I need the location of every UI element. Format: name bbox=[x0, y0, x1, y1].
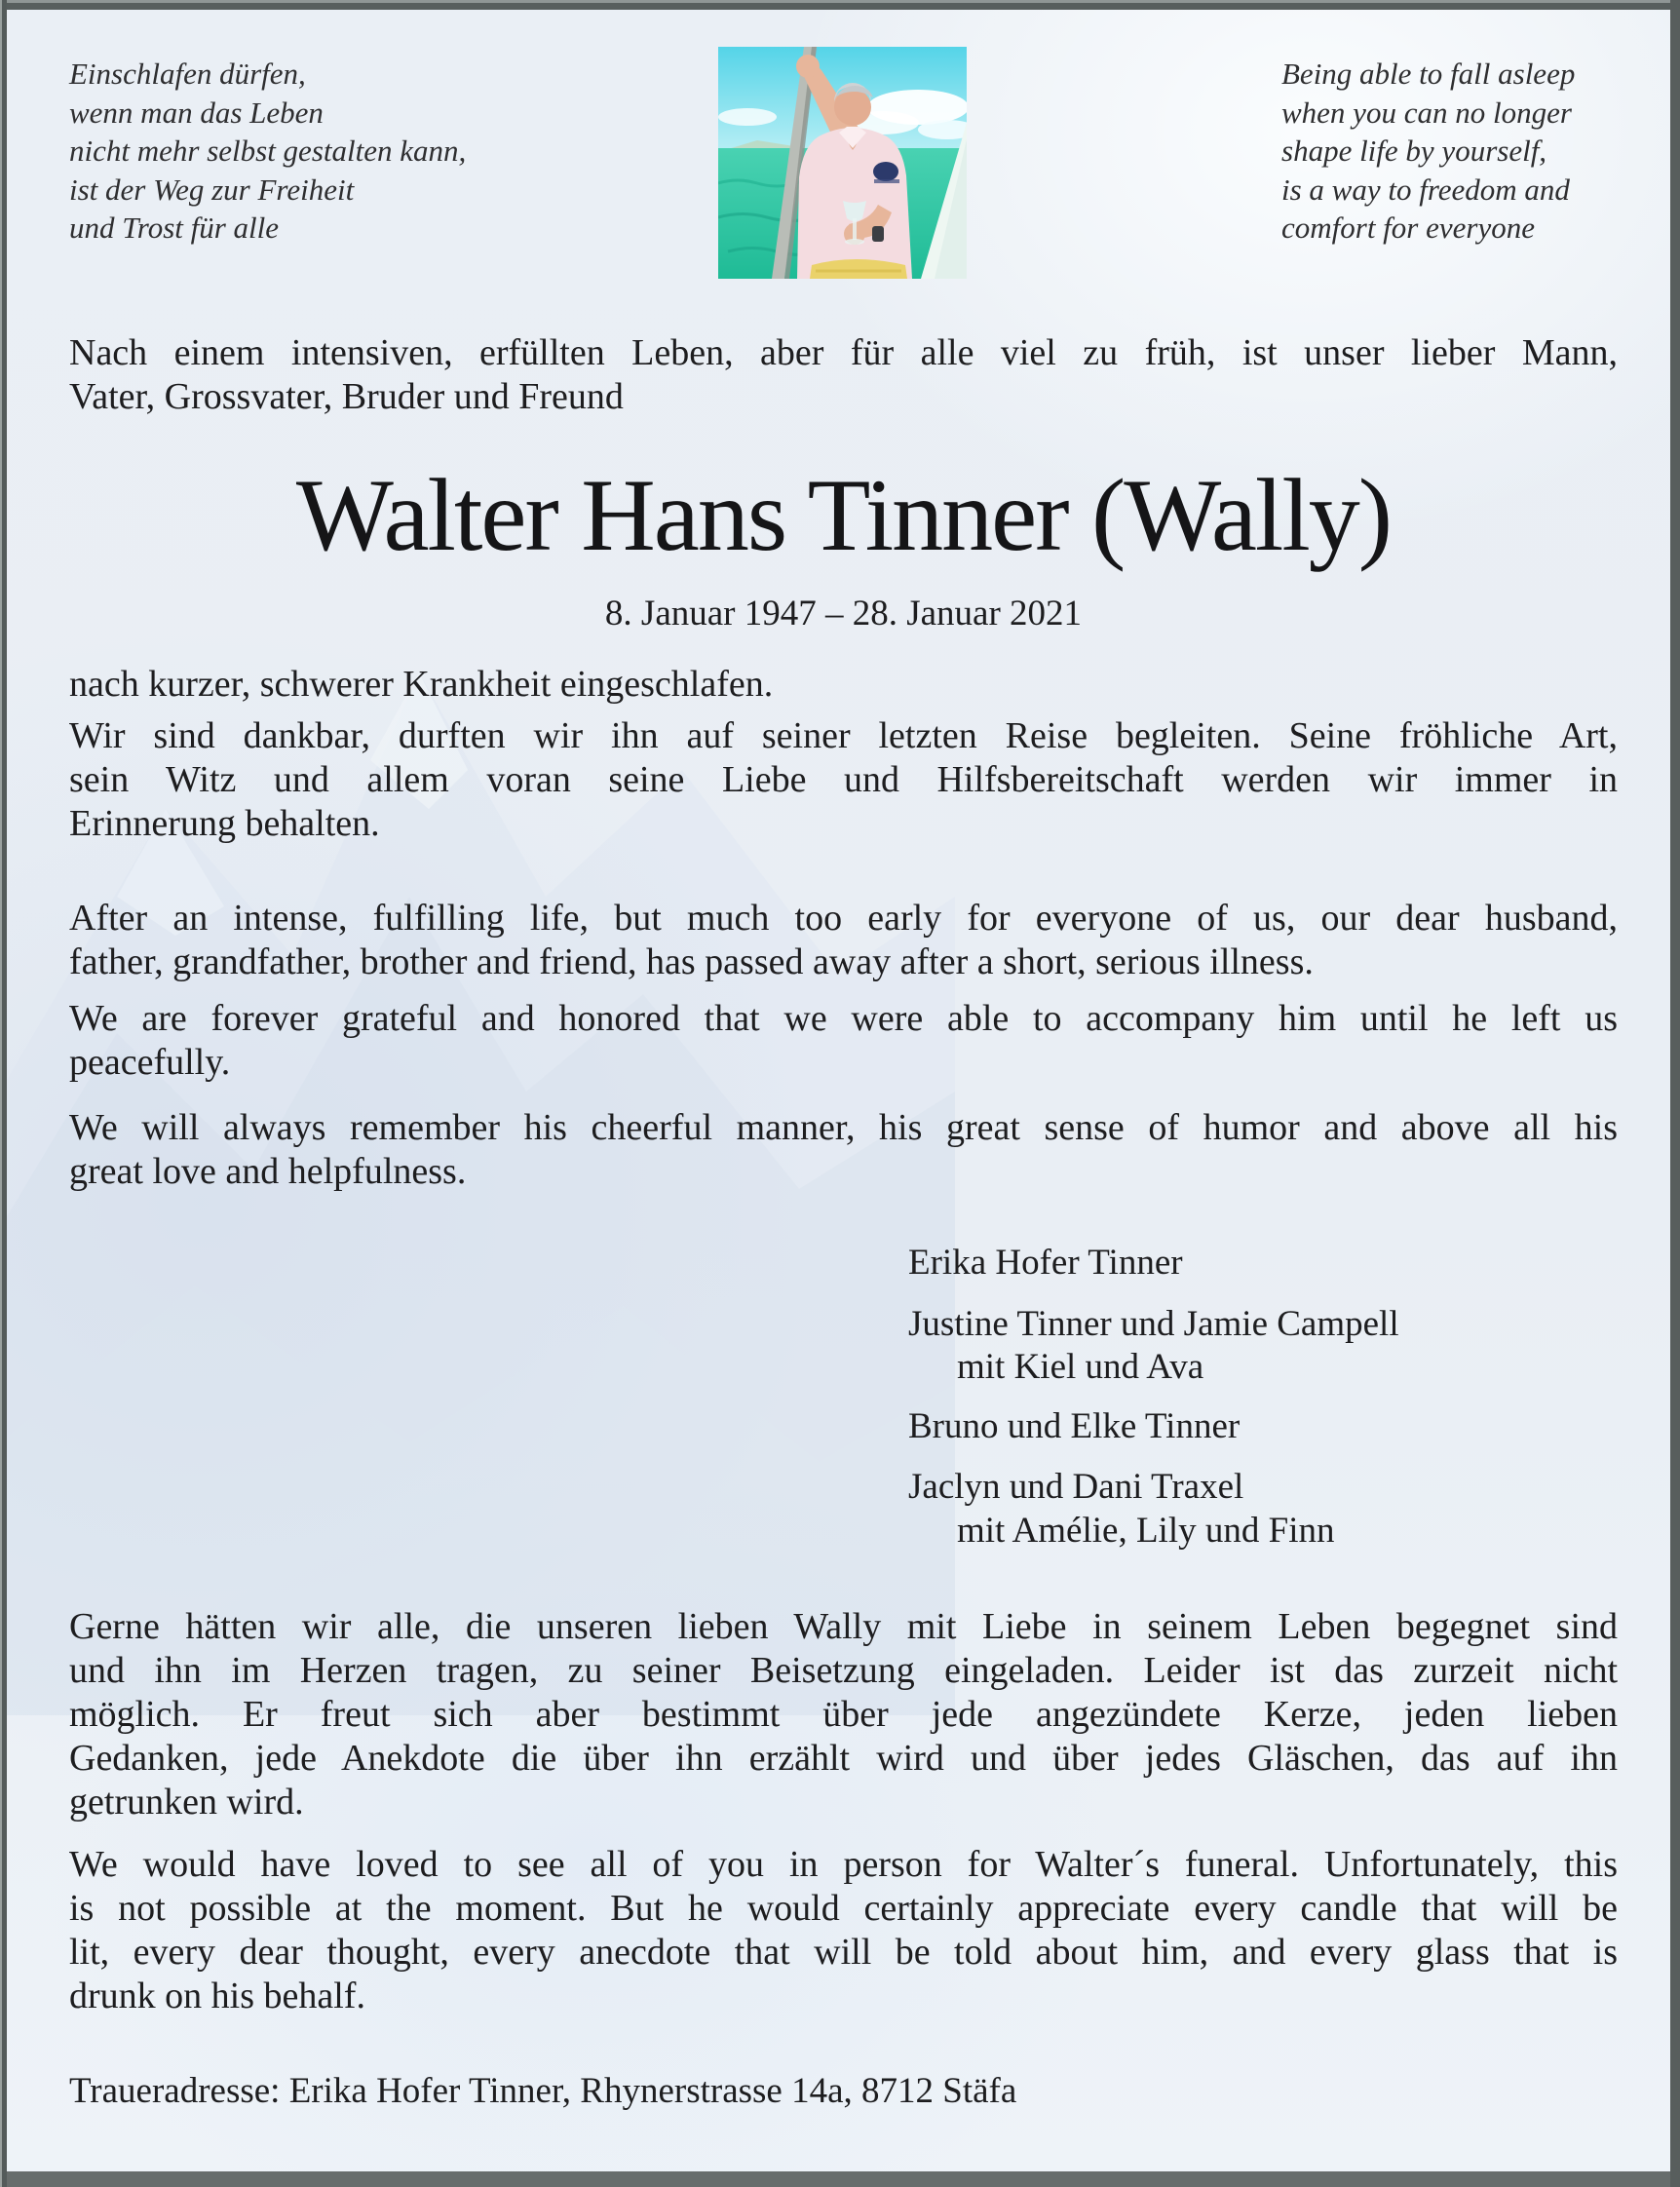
text-line: Erinnerung behalten. bbox=[69, 803, 380, 844]
text-line: Einschlafen dürfen, bbox=[69, 57, 306, 91]
text-line: Gedanken, jede Anekdote die über ihn erzählt wird und über jedes Gläschen, das auf ihn bbox=[69, 1738, 1618, 1779]
text-line: We will always remember his cheerful manner, his great sense of humor and above all his bbox=[69, 1107, 1618, 1148]
family-name-erika: Erika Hofer Tinner bbox=[908, 1243, 1183, 1283]
text-line: ist der Weg zur Freiheit bbox=[69, 172, 355, 207]
portrait-photo bbox=[718, 47, 967, 279]
text-line: Gerne hätten wir alle, die unseren lieben Wally mit Liebe in seinem Leben begegnet sind bbox=[69, 1606, 1618, 1647]
text-line: nicht mehr selbst gestalten kann, bbox=[69, 134, 467, 168]
text-line: getrunken wird. bbox=[69, 1782, 304, 1822]
text-line: is not possible at the moment. But he would certainly appreciate every candle that will be bbox=[69, 1888, 1618, 1929]
scan-edge-left bbox=[0, 0, 7, 2187]
mourning-address: Traueradresse: Erika Hofer Tinner, Rhynerstrasse 14a, 8712 Stäfa bbox=[69, 2071, 1017, 2111]
text-line: lit, every dear thought, every anecdote that will be told about him, and every glass that is bbox=[69, 1932, 1618, 1973]
text-line: peacefully. bbox=[69, 1042, 231, 1083]
text-line: We are forever grateful and honored that we were able to accompany him until he left us bbox=[69, 998, 1618, 1039]
family-name-jaclyn: Jaclyn und Dani Traxel bbox=[908, 1467, 1244, 1507]
text-line: We would have loved to see all of you in person for Walter´s funeral. Unfortunately, this bbox=[69, 1844, 1618, 1885]
scan-edge-right bbox=[1670, 0, 1680, 2187]
text-line: nach kurzer, schwerer Krankheit eingeschlafen. bbox=[69, 664, 774, 705]
paragraph-german-2 bbox=[69, 714, 1618, 846]
text-line: und ihn im Herzen tragen, zu seiner Beisetzung eingeladen. Leider ist das zurzeit nicht bbox=[69, 1650, 1618, 1691]
text-line: After an intense, fulfilling life, but much too early for everyone of us, our dear husband, bbox=[69, 898, 1618, 939]
paragraph-german-1 bbox=[69, 663, 1618, 707]
paragraph-english-3 bbox=[69, 1106, 1618, 1194]
text-line: Wir sind dankbar, durften wir ihn auf seiner letzten Reise begleiten. Seine fröhliche Art, bbox=[69, 715, 1618, 756]
family-name-justine: Justine Tinner und Jamie Campell bbox=[908, 1304, 1399, 1344]
text-line: und Trost für alle bbox=[69, 211, 280, 245]
scan-edge-top bbox=[0, 0, 1680, 10]
text-line: great love and helpfulness. bbox=[69, 1151, 467, 1192]
family-name-justine-children: mit Kiel und Ava bbox=[957, 1347, 1204, 1387]
intro-paragraph bbox=[69, 331, 1618, 419]
text-line: when you can no longer bbox=[1281, 95, 1572, 130]
family-name-bruno: Bruno und Elke Tinner bbox=[908, 1406, 1241, 1446]
text-line: is a way to freedom and bbox=[1281, 172, 1570, 207]
closing-paragraph-english bbox=[69, 1843, 1618, 2018]
text-line: comfort for everyone bbox=[1281, 211, 1535, 245]
paragraph-english-2 bbox=[69, 997, 1618, 1085]
text-line: father, grandfather, brother and friend, has passed away after a short, serious illness. bbox=[69, 941, 1314, 982]
paragraph-english-1 bbox=[69, 897, 1618, 984]
poem-german bbox=[69, 55, 466, 248]
scan-edge-bottom bbox=[0, 2171, 1680, 2187]
text-line: wenn man das Leben bbox=[69, 95, 324, 130]
text-line: Nach einem intensiven, erfüllten Leben, aber für alle viel zu früh, ist unser lieber Mann, bbox=[69, 332, 1618, 373]
poem-english bbox=[1281, 55, 1575, 248]
closing-paragraph-german bbox=[69, 1605, 1618, 1824]
life-dates: 8. Januar 1947 – 28. Januar 2021 bbox=[604, 594, 1083, 633]
text-line: sein Witz und allem voran seine Liebe und Hilfsbereitschaft werden wir immer in bbox=[69, 759, 1618, 800]
text-line: Vater, Grossvater, Bruder und Freund bbox=[69, 376, 624, 417]
family-name-jaclyn-children: mit Amélie, Lily und Finn bbox=[957, 1511, 1335, 1551]
text-line: möglich. Er freut sich aber bestimmt über jede angezündete Kerze, jeden lieben bbox=[69, 1694, 1618, 1735]
deceased-name-title: Walter Hans Tinner (Wally) bbox=[295, 458, 1392, 572]
text-line: Being able to fall asleep bbox=[1281, 57, 1576, 91]
text-line: shape life by yourself, bbox=[1281, 134, 1547, 168]
text-line: drunk on his behalf. bbox=[69, 1976, 365, 2016]
